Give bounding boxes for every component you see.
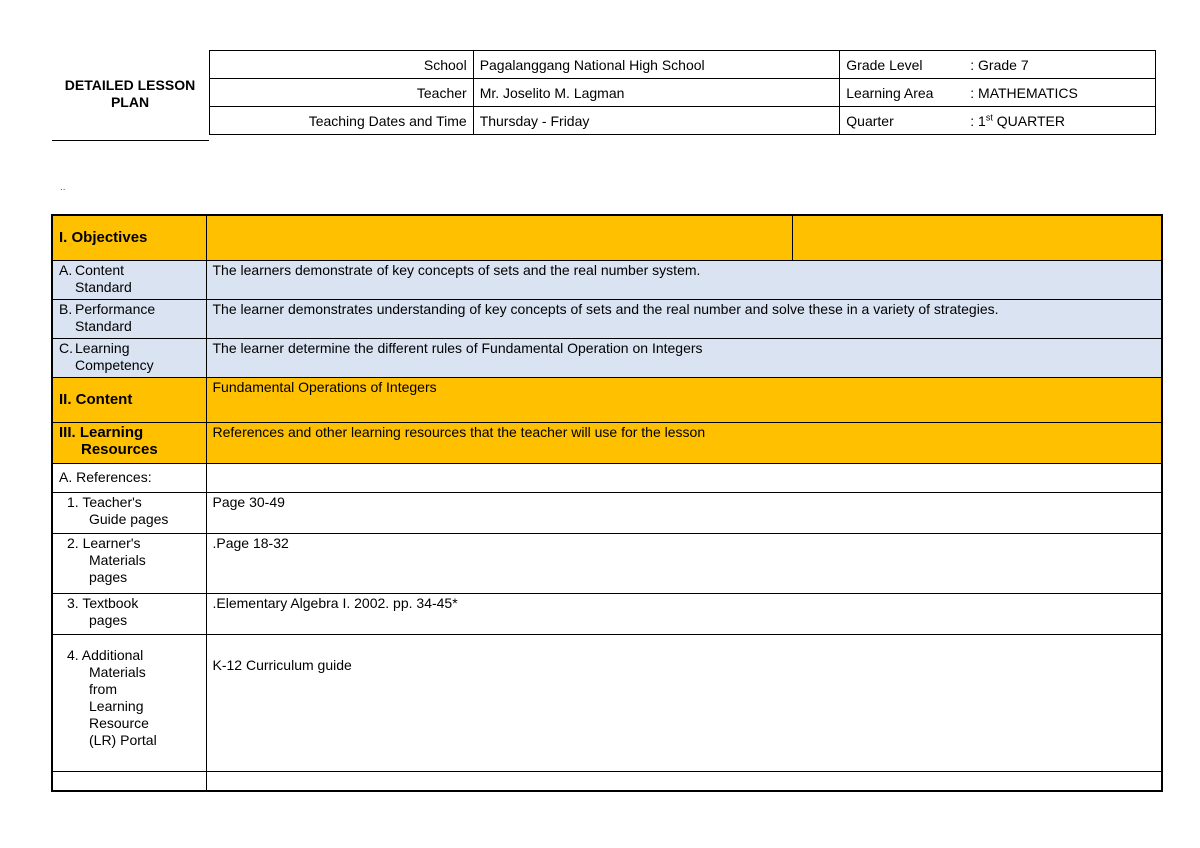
content-text: Fundamental Operations of Integers xyxy=(206,377,1162,422)
grade-level-value: : Grade 7 xyxy=(970,56,1029,73)
references-label: A. References: xyxy=(52,463,206,492)
teacher-value: Mr. Joselito M. Lagman xyxy=(473,79,840,107)
lesson-plan-title: DETAILED LESSON PLAN xyxy=(64,77,196,110)
school-label: School xyxy=(210,51,474,79)
learning-resources-text: References and other learning resources that the teacher will use for the lesson xyxy=(206,422,1162,463)
objectives-heading: I. Objectives xyxy=(52,215,206,260)
blank-row-cell xyxy=(52,771,206,791)
textbook-text: .Elementary Algebra I. 2002. pp. 34-45* xyxy=(206,593,1162,634)
header-info-table xyxy=(209,50,1156,135)
learning-area-value: : MATHEMATICS xyxy=(970,84,1078,101)
quarter-prefix: : 1 xyxy=(970,112,986,129)
learning-area-cell xyxy=(840,79,1156,107)
learners-materials-label: 2. Learner's Materials pages xyxy=(52,533,206,593)
learning-area-label: Learning Area xyxy=(846,84,934,101)
quarter-cell xyxy=(840,107,1156,135)
quarter-suffix: QUARTER xyxy=(992,112,1065,129)
references-blank-cell xyxy=(206,463,1162,492)
textbook-label: 3. Textbook pages xyxy=(52,593,206,634)
learning-resources-heading: III. Learning Resources xyxy=(52,422,206,463)
dates-value: Thursday - Friday xyxy=(473,107,840,135)
grade-level-label: Grade Level xyxy=(846,56,923,73)
teacher-label: Teacher xyxy=(210,79,474,107)
quarter-label: Quarter xyxy=(846,112,894,129)
objectives-blank-cell xyxy=(206,215,792,260)
performance-standard-text: The learner demonstrates understanding of key concepts of sets and the real number and solve these in a variety of strategies. xyxy=(206,299,1162,338)
teachers-guide-label: 1. Teacher's Guide pages xyxy=(52,492,206,533)
stray-dots: .. xyxy=(60,182,66,193)
additional-materials-text: K-12 Curriculum guide xyxy=(206,634,1162,771)
learning-competency-label: C. Learning Competency xyxy=(52,338,206,377)
grade-level-cell xyxy=(840,51,1156,79)
school-value: Pagalanggang National High School xyxy=(473,51,840,79)
dates-label: Teaching Dates and Time xyxy=(210,107,474,135)
objectives-blank-cell-2 xyxy=(792,215,1162,260)
content-heading: II. Content xyxy=(52,377,206,422)
blank-row-cell-2 xyxy=(206,771,1162,791)
additional-materials-label: 4. Additional Materials from Learning Resource (LR) Portal xyxy=(52,634,206,771)
learners-materials-text: .Page 18-32 xyxy=(206,533,1162,593)
quarter-value xyxy=(970,113,1065,129)
teachers-guide-text: Page 30-49 xyxy=(206,492,1162,533)
learning-competency-text: The learner determine the different rules of Fundamental Operation on Integers xyxy=(206,338,1162,377)
title-underline xyxy=(52,140,209,141)
quarter-superscript: st xyxy=(985,112,993,123)
performance-standard-label: B. Performance Standard xyxy=(52,299,206,338)
lesson-plan-table xyxy=(51,214,1163,792)
content-standard-text: The learners demonstrate of key concepts of sets and the real number system. xyxy=(206,260,1162,299)
content-standard-label: A. Content Standard xyxy=(52,260,206,299)
